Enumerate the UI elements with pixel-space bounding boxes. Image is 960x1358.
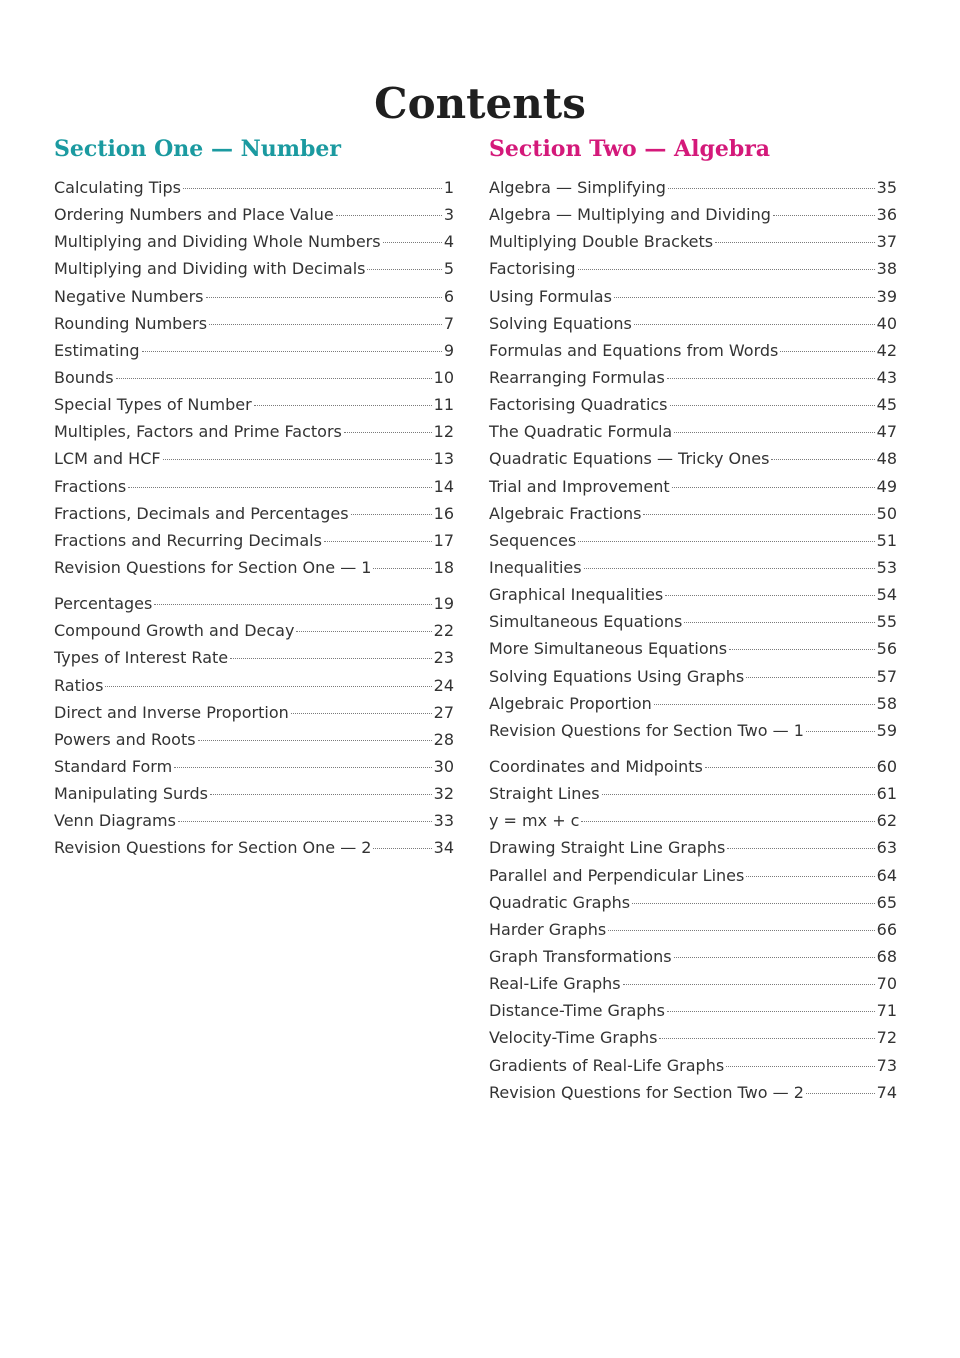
toc-entry-title: Straight Lines — [489, 784, 600, 804]
dot-leader — [672, 487, 875, 488]
toc-entry-title: Manipulating Surds — [54, 784, 208, 804]
toc-entry[interactable] — [54, 554, 454, 581]
toc-page-number: 14 — [433, 476, 454, 496]
toc-entry-title: Drawing Straight Line Graphs — [489, 838, 726, 858]
dot-leader — [667, 378, 875, 379]
toc-page-number: 13 — [433, 449, 454, 469]
toc-page-number: 36 — [876, 205, 897, 225]
toc-entry-title: Ordering Numbers and Place Value — [54, 205, 334, 225]
toc-entry-title: Powers and Roots — [54, 729, 196, 749]
dot-leader — [665, 595, 874, 596]
toc-entry[interactable] — [489, 690, 897, 717]
dot-leader — [209, 324, 442, 325]
dot-leader — [670, 405, 875, 406]
toc-entry[interactable] — [489, 391, 897, 418]
dot-leader — [602, 794, 875, 795]
toc-page-number: 61 — [876, 784, 897, 804]
toc-entry[interactable] — [489, 310, 897, 337]
toc-page-number: 7 — [443, 313, 454, 333]
toc-group — [54, 174, 454, 581]
toc-page-number: 42 — [876, 340, 897, 360]
toc-page-number: 30 — [433, 756, 454, 776]
dot-leader — [632, 903, 875, 904]
toc-entry-title: Formulas and Equations from Words — [489, 340, 779, 360]
toc-entry-title: Standard Form — [54, 756, 173, 776]
dot-leader — [174, 767, 431, 768]
dot-leader — [746, 876, 874, 877]
toc-entry[interactable] — [489, 364, 897, 391]
toc-entry-title: Multiplying and Dividing with Decimals — [54, 259, 366, 279]
toc-entry-title: Ratios — [54, 675, 104, 695]
toc-entry-title: Percentages — [54, 594, 153, 614]
section-two-heading: Section Two — Algebra — [489, 136, 771, 162]
dot-leader — [643, 514, 874, 515]
toc-page-number: 59 — [876, 720, 897, 740]
toc-page-number: 66 — [876, 919, 897, 939]
dot-leader — [623, 984, 875, 985]
toc-entry[interactable] — [489, 780, 897, 807]
toc-page-number: 43 — [876, 367, 897, 387]
toc-entry-title: Direct and Inverse Proportion — [54, 702, 289, 722]
toc-page-number: 39 — [876, 286, 897, 306]
dot-leader — [581, 821, 874, 822]
toc-page-number: 65 — [876, 892, 897, 912]
toc-entry-title: Revision Questions for Section Two — 2 — [489, 1082, 804, 1102]
toc-entry-title: Quadratic Graphs — [489, 892, 631, 912]
toc-entry-title: Rearranging Formulas — [489, 367, 665, 387]
toc-entry[interactable] — [54, 780, 454, 807]
toc-page-number: 3 — [443, 205, 454, 225]
dot-leader — [773, 215, 875, 216]
toc-entry[interactable] — [489, 174, 897, 201]
toc-entry-title: Compound Growth and Decay — [54, 621, 295, 641]
toc-entry-title: The Quadratic Formula — [489, 422, 673, 442]
dot-leader — [806, 731, 875, 732]
toc-entry-title: Types of Interest Rate — [54, 648, 229, 668]
toc-page-number: 71 — [876, 1001, 897, 1021]
toc-page-number: 54 — [876, 585, 897, 605]
toc-page-number: 18 — [433, 557, 454, 577]
toc-page-number: 19 — [433, 594, 454, 614]
toc-entry-title: Calculating Tips — [54, 178, 181, 197]
toc-entry-title: Fractions, Decimals and Percentages — [54, 503, 349, 523]
toc-page-number: 5 — [443, 259, 454, 279]
toc-entry[interactable] — [54, 590, 454, 617]
toc-entry-title: Estimating — [54, 340, 140, 360]
toc-entry[interactable] — [489, 1079, 897, 1106]
dot-leader — [116, 378, 432, 379]
toc-entry[interactable] — [54, 228, 454, 255]
toc-page-number: 58 — [876, 693, 897, 713]
toc-entry-title: Fractions and Recurring Decimals — [54, 530, 322, 550]
toc-page-number: 27 — [433, 702, 454, 722]
dot-leader — [351, 514, 432, 515]
toc-entry[interactable] — [489, 581, 897, 608]
toc-entry-title: Algebra — Multiplying and Dividing — [489, 205, 771, 225]
toc-entry[interactable] — [54, 834, 454, 861]
section-one-toc — [54, 174, 454, 862]
toc-entry[interactable] — [489, 663, 897, 690]
dot-leader — [336, 215, 442, 216]
toc-page-number: 45 — [876, 395, 897, 415]
dot-leader — [324, 541, 432, 542]
dot-leader — [291, 713, 432, 714]
toc-entry[interactable] — [54, 753, 454, 780]
toc-entry-title: Gradients of Real-Life Graphs — [489, 1055, 725, 1075]
dot-leader — [367, 269, 441, 270]
toc-entry[interactable] — [489, 889, 897, 916]
dot-leader — [210, 794, 432, 795]
toc-page-number: 28 — [433, 729, 454, 749]
toc-entry[interactable] — [489, 834, 897, 861]
toc-page-number: 16 — [433, 503, 454, 523]
toc-entry[interactable] — [54, 418, 454, 445]
page-title: Contents — [374, 79, 586, 129]
toc-page-number: 12 — [433, 422, 454, 442]
dot-leader — [780, 351, 874, 352]
toc-entry-title: Rounding Numbers — [54, 313, 208, 333]
toc-entry-title: Inequalities — [489, 557, 582, 577]
toc-page-number: 68 — [876, 946, 897, 966]
toc-entry[interactable] — [489, 916, 897, 943]
dot-leader — [614, 297, 875, 298]
toc-entry-title: More Simultaneous Equations — [489, 639, 728, 659]
toc-entry-title: Fractions — [54, 476, 127, 496]
toc-entry[interactable] — [54, 672, 454, 699]
toc-page-number: 50 — [876, 503, 897, 523]
dot-leader — [634, 324, 875, 325]
toc-entry-title: Solving Equations Using Graphs — [489, 666, 745, 686]
toc-entry[interactable] — [489, 943, 897, 970]
toc-entry-title: Bounds — [54, 367, 114, 387]
toc-entry-title: Algebra — Simplifying — [489, 178, 666, 197]
toc-entry[interactable] — [489, 970, 897, 997]
toc-entry-title: Multiples, Factors and Prime Factors — [54, 422, 342, 442]
dot-leader — [667, 1011, 875, 1012]
toc-page-number: 57 — [876, 666, 897, 686]
toc-entry[interactable] — [489, 201, 897, 228]
dot-leader — [729, 649, 875, 650]
dot-leader — [128, 487, 431, 488]
toc-entry[interactable] — [489, 717, 897, 744]
toc-page-number: 40 — [876, 313, 897, 333]
toc-entry[interactable] — [489, 500, 897, 527]
dot-leader — [230, 658, 432, 659]
dot-leader — [254, 405, 432, 406]
toc-entry-title: Venn Diagrams — [54, 811, 176, 831]
toc-group — [489, 174, 897, 744]
dot-leader — [674, 432, 874, 433]
toc-entry[interactable] — [54, 283, 454, 310]
dot-leader — [584, 568, 875, 569]
toc-group — [54, 590, 454, 861]
toc-entry[interactable] — [54, 364, 454, 391]
toc-entry-title: Using Formulas — [489, 286, 612, 306]
toc-entry[interactable] — [54, 255, 454, 282]
toc-entry[interactable] — [489, 997, 897, 1024]
toc-entry[interactable] — [54, 473, 454, 500]
toc-entry-title: Revision Questions for Section One — 1 — [54, 557, 372, 577]
toc-page-number: 63 — [876, 838, 897, 858]
toc-entry[interactable] — [489, 1052, 897, 1079]
toc-entry[interactable] — [489, 554, 897, 581]
dot-leader — [178, 821, 432, 822]
toc-entry-title: Real-Life Graphs — [489, 974, 621, 994]
toc-page-number: 32 — [433, 784, 454, 804]
toc-page-number: 6 — [443, 286, 454, 306]
toc-entry[interactable] — [54, 500, 454, 527]
toc-page-number: 47 — [876, 422, 897, 442]
toc-page-number: 23 — [433, 648, 454, 668]
toc-page-number: 56 — [876, 639, 897, 659]
dot-leader — [142, 351, 442, 352]
toc-entry-title: Velocity-Time Graphs — [489, 1028, 658, 1048]
toc-entry-title: Revision Questions for Section One — 2 — [54, 838, 372, 858]
toc-entry-title: Multiplying and Dividing Whole Numbers — [54, 232, 381, 252]
toc-entry[interactable] — [54, 644, 454, 671]
toc-entry-title: Algebraic Fractions — [489, 503, 642, 523]
toc-entry[interactable] — [54, 807, 454, 834]
toc-group — [489, 753, 897, 1106]
toc-entry-title: Quadratic Equations — Tricky Ones — [489, 449, 770, 469]
dot-leader — [578, 541, 874, 542]
toc-entry-title: Sequences — [489, 530, 577, 550]
toc-entry[interactable] — [54, 617, 454, 644]
dot-leader — [296, 631, 431, 632]
toc-page-number: 22 — [433, 621, 454, 641]
toc-entry-title: Graph Transformations — [489, 946, 672, 966]
toc-entry-title: Harder Graphs — [489, 919, 607, 939]
dot-leader — [654, 704, 875, 705]
toc-entry[interactable] — [489, 635, 897, 662]
dot-leader — [705, 767, 875, 768]
toc-entry-title: Multiplying Double Brackets — [489, 232, 714, 252]
dot-leader — [727, 848, 874, 849]
dot-leader — [806, 1093, 875, 1094]
toc-page-number: 17 — [433, 530, 454, 550]
toc-page-number: 37 — [876, 232, 897, 252]
dot-leader — [206, 297, 442, 298]
toc-page-number: 72 — [876, 1028, 897, 1048]
toc-entry-title: Graphical Inequalities — [489, 585, 664, 605]
toc-entry[interactable] — [489, 473, 897, 500]
toc-entry[interactable] — [54, 699, 454, 726]
dot-leader — [198, 740, 432, 741]
toc-entry[interactable] — [54, 337, 454, 364]
toc-page-number: 33 — [433, 811, 454, 831]
toc-page-number: 60 — [876, 756, 897, 776]
toc-page-number: 4 — [443, 232, 454, 252]
toc-entry[interactable] — [54, 527, 454, 554]
dot-leader — [373, 568, 431, 569]
section-one-heading: Section One — Number — [54, 136, 341, 162]
dot-leader — [771, 459, 874, 460]
dot-leader — [684, 622, 874, 623]
toc-entry[interactable] — [54, 726, 454, 753]
toc-entry[interactable] — [489, 753, 897, 780]
toc-entry-title: Distance-Time Graphs — [489, 1001, 665, 1021]
dot-leader — [154, 604, 431, 605]
toc-entry[interactable] — [489, 608, 897, 635]
toc-entry[interactable] — [54, 201, 454, 228]
toc-page-number: 9 — [443, 340, 454, 360]
toc-page-number: 73 — [876, 1055, 897, 1075]
toc-page-number: 11 — [433, 395, 454, 415]
toc-page-number: 38 — [876, 259, 897, 279]
dot-leader — [183, 188, 442, 189]
toc-entry[interactable] — [54, 310, 454, 337]
toc-entry[interactable] — [489, 527, 897, 554]
toc-entry[interactable] — [489, 1024, 897, 1051]
dot-leader — [578, 269, 875, 270]
dot-leader — [674, 957, 875, 958]
toc-entry-title: Factorising Quadratics — [489, 395, 668, 415]
dot-leader — [163, 459, 432, 460]
dot-leader — [746, 677, 874, 678]
section-two-toc — [489, 174, 897, 1106]
toc-entry-title: Revision Questions for Section Two — 1 — [489, 720, 804, 740]
toc-page-number: 51 — [876, 530, 897, 550]
toc-entry[interactable] — [489, 283, 897, 310]
toc-page-number: 64 — [876, 865, 897, 885]
toc-page-number: 10 — [433, 367, 454, 387]
toc-entry-title: Simultaneous Equations — [489, 612, 683, 632]
toc-entry[interactable] — [489, 418, 897, 445]
toc-entry[interactable] — [489, 255, 897, 282]
toc-page-number: 35 — [876, 178, 897, 197]
toc-entry[interactable] — [54, 391, 454, 418]
toc-entry[interactable] — [489, 337, 897, 364]
toc-entry-title: y = mx + c — [489, 811, 580, 831]
toc-page-number: 62 — [876, 811, 897, 831]
toc-page-number: 48 — [876, 449, 897, 469]
toc-page-number: 49 — [876, 476, 897, 496]
toc-entry-title: Coordinates and Midpoints — [489, 756, 703, 776]
dot-leader — [715, 242, 875, 243]
toc-page-number: 1 — [443, 178, 454, 197]
toc-entry-title: Factorising — [489, 259, 576, 279]
toc-entry-title: Negative Numbers — [54, 286, 204, 306]
dot-leader — [659, 1038, 874, 1039]
toc-entry[interactable] — [489, 445, 897, 472]
toc-entry-title: Algebraic Proportion — [489, 693, 652, 713]
toc-entry[interactable] — [489, 228, 897, 255]
toc-entry-title: Parallel and Perpendicular Lines — [489, 865, 745, 885]
dot-leader — [373, 848, 431, 849]
toc-entry-title: LCM and HCF — [54, 449, 161, 469]
toc-page-number: 74 — [876, 1082, 897, 1102]
toc-page-number: 34 — [433, 838, 454, 858]
toc-entry[interactable] — [489, 807, 897, 834]
dot-leader — [383, 242, 442, 243]
toc-entry[interactable] — [54, 174, 454, 201]
toc-page-number: 53 — [876, 557, 897, 577]
dot-leader — [608, 930, 874, 931]
toc-entry-title: Trial and Improvement — [489, 476, 670, 496]
toc-entry-title: Solving Equations — [489, 313, 632, 333]
toc-page-number: 70 — [876, 974, 897, 994]
dot-leader — [726, 1066, 874, 1067]
dot-leader — [105, 686, 431, 687]
dot-leader — [344, 432, 432, 433]
section-one-column — [54, 134, 454, 862]
toc-entry[interactable] — [489, 862, 897, 889]
toc-page-number: 24 — [433, 675, 454, 695]
toc-page-number: 55 — [876, 612, 897, 632]
toc-entry[interactable] — [54, 445, 454, 472]
section-two-column — [489, 134, 897, 1106]
dot-leader — [668, 188, 875, 189]
toc-entry-title: Special Types of Number — [54, 395, 252, 415]
